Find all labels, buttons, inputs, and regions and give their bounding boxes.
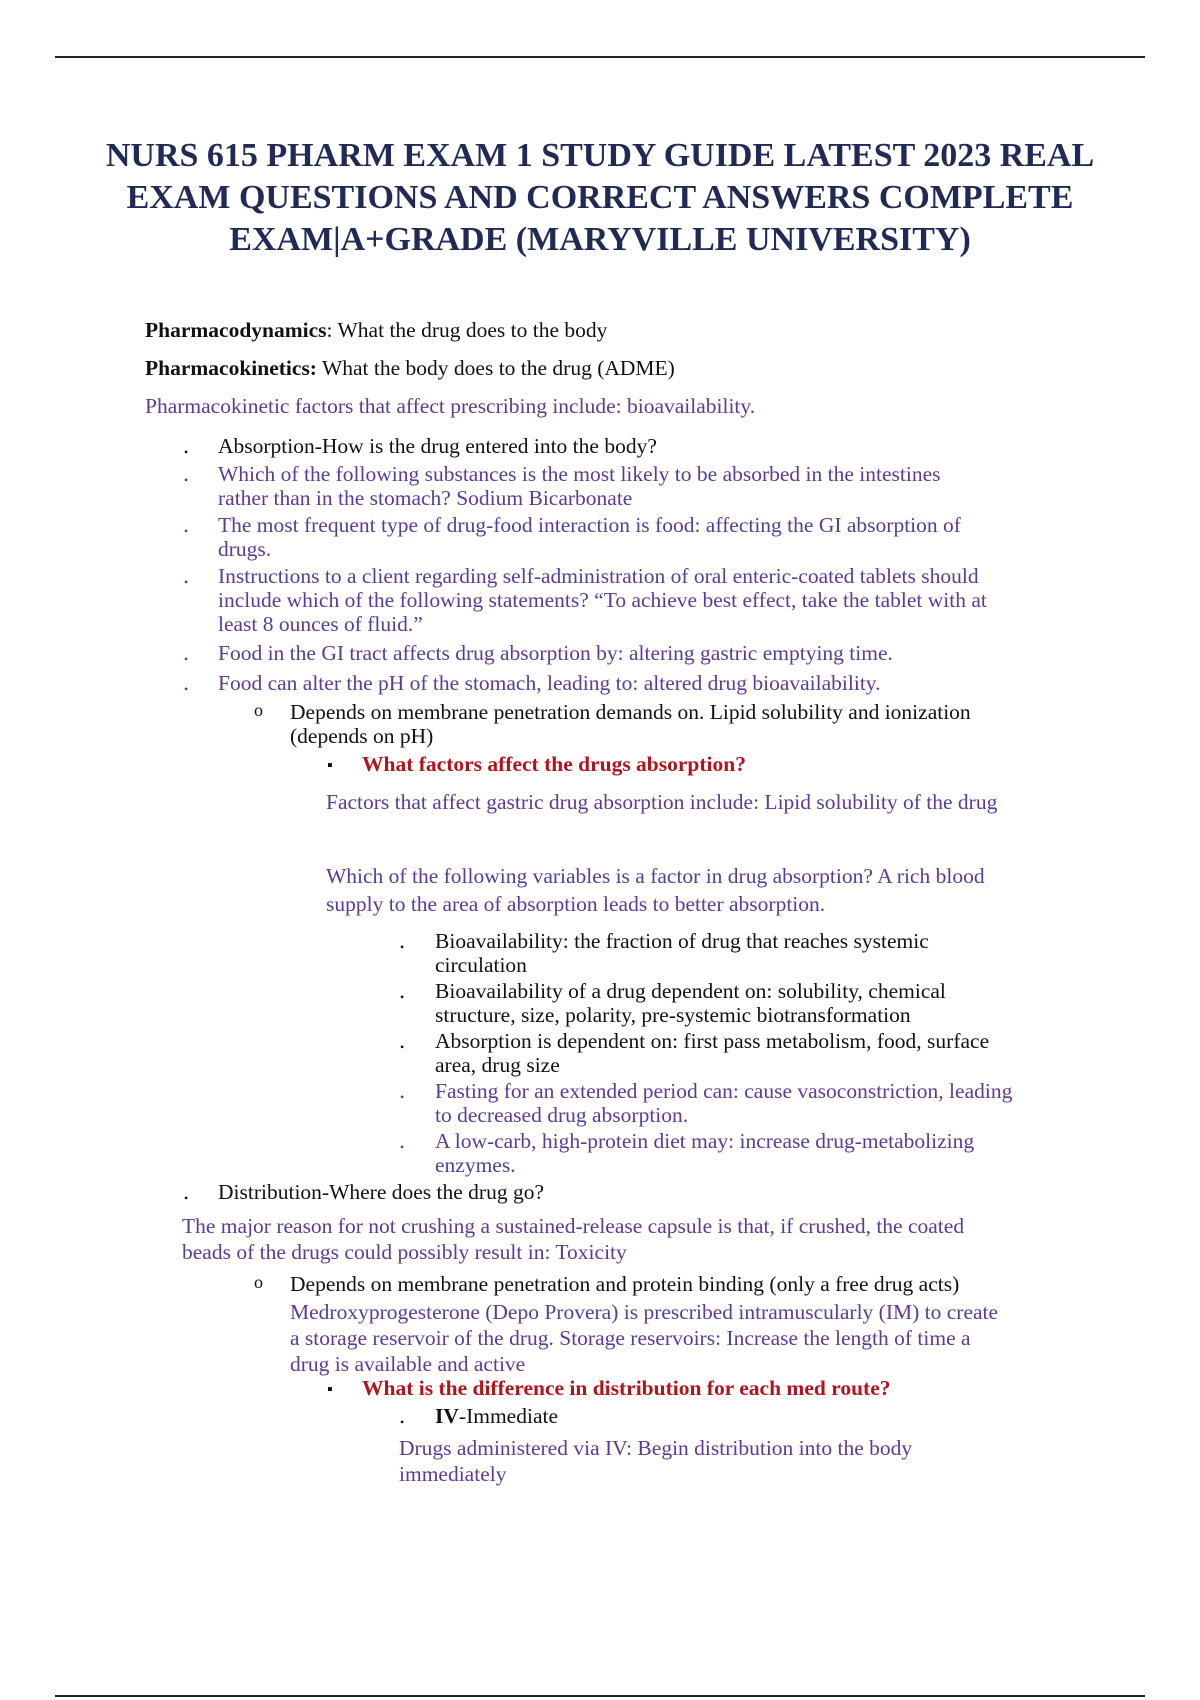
bottom-rule xyxy=(55,1695,1145,1697)
bullet-icon: • xyxy=(400,1090,405,1104)
list-item xyxy=(435,1079,1012,1127)
title-line: EXAM|A+GRADE (MARYVILLE UNIVERSITY) xyxy=(229,221,971,258)
line: area, drug size xyxy=(435,1053,560,1077)
list-item xyxy=(435,1404,558,1428)
line: circulation xyxy=(435,953,527,977)
list-item: Food in the GI tract affects drug absorption by: altering gastric emptying time. xyxy=(218,641,893,665)
line: Bioavailability: the fraction of drug that reaches systemic xyxy=(435,929,929,953)
line: drugs. xyxy=(218,537,272,561)
list-item xyxy=(435,1029,989,1077)
bullet-icon: • xyxy=(400,1040,405,1054)
line: Instructions to a client regarding self-administration of oral enteric-coated tablets should xyxy=(218,564,979,588)
line: Bioavailability of a drug dependent on: solubility, chemical xyxy=(435,979,946,1003)
term: Pharmacokinetics: xyxy=(145,356,317,380)
bullet-icon: • xyxy=(184,1191,189,1205)
term: IV xyxy=(435,1404,459,1428)
bullet-icon: • xyxy=(184,445,189,459)
bullet-icon: • xyxy=(400,940,405,954)
bullet-icon: • xyxy=(400,1415,405,1429)
line: A low-carb, high-protein diet may: increase drug-metabolizing xyxy=(435,1129,975,1153)
bullet-icon: • xyxy=(184,652,189,666)
line: Fasting for an extended period can: cause vasoconstriction, leading xyxy=(435,1079,1013,1103)
question-heading: What factors affect the drugs absorption? xyxy=(362,752,746,776)
list-item xyxy=(218,462,941,510)
pharmacokinetics-definition xyxy=(145,356,675,380)
line: The most frequent type of drug-food interaction is food: affecting the GI absorption of xyxy=(218,513,961,537)
pharmacodynamics-definition xyxy=(145,318,607,342)
sub-list-item xyxy=(290,700,971,748)
bullet-icon: • xyxy=(400,990,405,1004)
line: drug is available and active xyxy=(290,1352,526,1376)
line: least 8 ounces of fluid.” xyxy=(218,612,423,636)
line: immediately xyxy=(399,1462,507,1486)
list-item xyxy=(218,513,961,561)
line: Depends on membrane penetration demands on. Lipid solubility and ionization xyxy=(290,700,971,724)
bullet-icon: • xyxy=(184,473,189,487)
list-item xyxy=(435,1129,974,1177)
title-line: NURS 615 PHARM EXAM 1 STUDY GUIDE LATEST 2023 REAL xyxy=(105,137,1095,174)
answer-text xyxy=(399,1436,912,1486)
definition-text: -Immediate xyxy=(458,1404,558,1428)
line: beads of the drugs could possibly result in: Toxicity xyxy=(182,1240,627,1264)
line: a storage reservoir of the drug. Storage reservoirs: Increase the length of time a xyxy=(290,1326,971,1350)
bullet-icon: • xyxy=(184,682,189,696)
line: enzymes. xyxy=(435,1153,516,1177)
square-bullet-icon: ▪ xyxy=(327,757,333,774)
line: The major reason for not crushing a sustained-release capsule is that, if crushed, the coated xyxy=(182,1214,965,1238)
line: Absorption is dependent on: first pass metabolism, food, surface xyxy=(435,1029,990,1053)
paragraph xyxy=(290,1300,998,1376)
circle-bullet-icon: o xyxy=(254,1272,263,1292)
list-item: Food can alter the pH of the stomach, leading to: altered drug bioavailability. xyxy=(218,671,881,695)
line: Which of the following substances is the most likely to be absorbed in the intestines xyxy=(218,462,941,486)
question-heading: What is the difference in distribution for each med route? xyxy=(362,1376,891,1400)
title-line: EXAM QUESTIONS AND CORRECT ANSWERS COMPLETE xyxy=(126,179,1074,216)
square-bullet-icon: ▪ xyxy=(327,1381,333,1398)
line: Drugs administered via IV: Begin distribution into the body xyxy=(399,1436,913,1460)
term: Pharmacodynamics xyxy=(145,318,327,342)
bullet-icon: • xyxy=(400,1140,405,1154)
sub-list-item: Depends on membrane penetration and protein binding (only a free drug acts) xyxy=(290,1272,960,1296)
definition-text: What the body does to the drug (ADME) xyxy=(316,356,675,380)
list-item xyxy=(218,564,987,636)
list-item xyxy=(435,929,929,977)
list-item xyxy=(435,979,946,1027)
paragraph xyxy=(182,1214,964,1264)
line: rather than in the stomach? Sodium Bicarbonate xyxy=(218,486,633,510)
line: include which of the following statements? “To achieve best effect, take the tablet with at xyxy=(218,588,987,612)
pk-factors-note: Pharmacokinetic factors that affect prescribing include: bioavailability. xyxy=(145,394,756,418)
answer-text xyxy=(326,864,985,916)
list-item: Distribution-Where does the drug go? xyxy=(218,1180,544,1204)
line: structure, size, polarity, pre-systemic biotransformation xyxy=(435,1003,911,1027)
bullet-icon: • xyxy=(184,524,189,538)
definition-text: : What the drug does to the body xyxy=(326,318,608,342)
document-title xyxy=(55,135,1145,261)
line: to decreased drug absorption. xyxy=(435,1103,689,1127)
answer-text: Factors that affect gastric drug absorption include: Lipid solubility of the drug xyxy=(326,790,998,814)
line: Medroxyprogesterone (Depo Provera) is prescribed intramuscularly (IM) to create xyxy=(290,1300,999,1324)
top-rule xyxy=(55,56,1145,58)
list-item: Absorption-How is the drug entered into the body? xyxy=(218,434,657,458)
line: (depends on pH) xyxy=(290,724,434,748)
line: supply to the area of absorption leads to better absorption. xyxy=(326,892,826,916)
line: Which of the following variables is a factor in drug absorption? A rich blood xyxy=(326,864,985,888)
bullet-icon: • xyxy=(184,575,189,589)
circle-bullet-icon: o xyxy=(254,700,263,720)
